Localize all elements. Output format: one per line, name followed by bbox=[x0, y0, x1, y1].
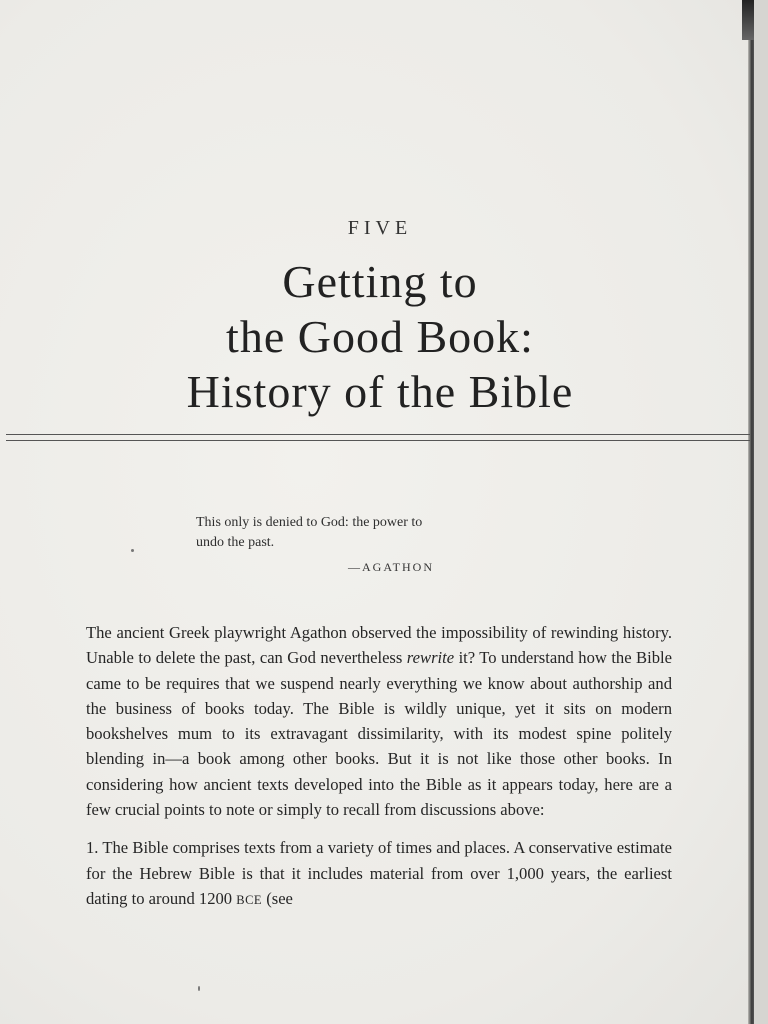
page-corner bbox=[742, 0, 754, 40]
emphasis-rewrite: rewrite bbox=[406, 648, 455, 668]
chapter-title-line-3: History of the Bible bbox=[186, 366, 574, 417]
epigraph-attribution: —AGATHON bbox=[348, 560, 434, 574]
scan-speck bbox=[131, 549, 134, 552]
page-edge bbox=[748, 0, 754, 1024]
epigraph-quote bbox=[196, 513, 516, 553]
epigraph-line-2: undo the past. bbox=[196, 535, 275, 550]
title-divider-rule bbox=[6, 434, 750, 441]
chapter-title bbox=[0, 254, 760, 419]
body-paragraph-1: The ancient Greek playwright Agathon observed the impossibility of rewinding history. Unable to delete the past, can God nevertheless rewrite it? To understand how the Bible came to be requires that we suspend nearly everything we know about authorship and the business of books today. The Bible is wildly unique, yet it sits on modern bookshelves mum to its extravagant dissimilarity, with its modest spine politely blending in—a book among other books. But it is not like those other books. In considering how ancient texts developed into the Bible as it appears today, here are a few crucial points to note or simply to recall from discussions above: bbox=[86, 623, 672, 820]
era-abbreviation: BCE bbox=[236, 892, 263, 907]
chapter-title-line-1: Getting to bbox=[282, 256, 478, 307]
scan-speck bbox=[198, 986, 200, 991]
body-text bbox=[86, 620, 672, 913]
body-paragraph-2: 1. The Bible comprises texts from a variety of times and places. A conservative estimate for the Hebrew Bible is that it includes material from over 1,000 years, the earliest dating to around 1200 BCE (see bbox=[86, 838, 672, 908]
chapter-number: FIVE bbox=[347, 217, 413, 239]
epigraph-line-1: This only is denied to God: the power to bbox=[196, 515, 423, 530]
chapter-title-line-2: the Good Book: bbox=[226, 311, 534, 362]
page-edge-shadow bbox=[754, 0, 768, 1024]
